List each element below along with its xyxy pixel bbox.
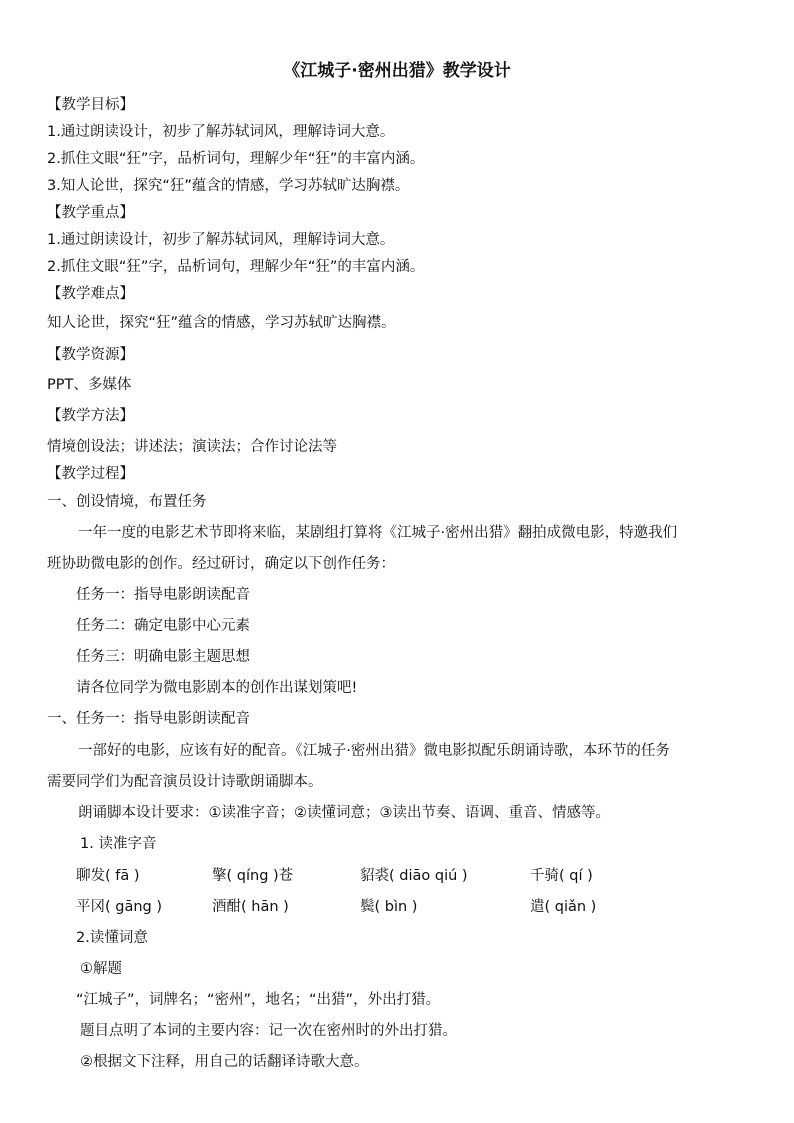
goals-heading: 【教学目标】 <box>47 97 134 113</box>
resources-heading: 【教学资源】 <box>47 347 134 363</box>
document-title: 《江城子·密州出猎》教学设计 <box>283 61 511 81</box>
focus-item-1: 1.通过朗读设计，初步了解苏轼词风，理解诗词大意。 <box>47 232 395 248</box>
methods-text: 情境创设法；讲述法；演读法；合作讨论法等 <box>47 439 337 455</box>
part2-paragraph-line1: 一部好的电影，应该有好的配音。《江城子·密州出猎》微电影拟配乐朗诵诗歌，本环节的任务 <box>78 743 670 759</box>
pinyin-item: 鬓( bìn ) <box>360 899 418 915</box>
pinyin-item: 聊发( fā ) <box>76 868 140 884</box>
title-explanation-2: 题目点明了本词的主要内容：记一次在密州时的外出打猎。 <box>80 1023 457 1039</box>
part1-paragraph-line2: 班协助微电影的创作。经过研讨，确定以下创作任务： <box>47 556 395 572</box>
sub-heading-meaning: 2.读懂词意 <box>76 930 148 946</box>
translation-instruction: ②根据文下注释，用自己的话翻译诗歌大意。 <box>80 1054 369 1070</box>
pinyin-item: 平冈( gāng ) <box>76 899 163 915</box>
pinyin-item: 酒酣( hān ) <box>212 899 289 915</box>
task-2: 任务二：确定电影中心元素 <box>76 618 250 634</box>
sub-heading-pronunciation: 1. 读准字音 <box>80 836 157 852</box>
difficulty-heading: 【教学难点】 <box>47 286 134 302</box>
goal-item-3: 3.知人论世，探究“狂”蕴含的情感，学习苏轼旷达胸襟。 <box>47 178 410 194</box>
part2-paragraph-line2: 需要同学们为配音演员设计诗歌朗诵脚本。 <box>47 774 323 790</box>
part1-heading: 一、创设情境，布置任务 <box>47 494 207 510</box>
pinyin-item: 遣( qiǎn ) <box>530 899 597 915</box>
process-heading: 【教学过程】 <box>47 466 134 482</box>
sub-heading-title-explain: ①解题 <box>80 961 122 977</box>
pinyin-item: 擎( qíng )苍 <box>212 868 294 884</box>
task-3: 任务三：明确电影主题思想 <box>76 649 250 665</box>
pinyin-item: 貂裘( diāo qiú ) <box>360 868 468 884</box>
methods-heading: 【教学方法】 <box>47 408 134 424</box>
part1-paragraph-line1: 一年一度的电影艺术节即将来临，某剧组打算将《江城子·密州出猎》翻拍成微电影，特邀我们 <box>78 525 678 541</box>
goal-item-1: 1.通过朗读设计，初步了解苏轼词风，理解诗词大意。 <box>47 124 395 140</box>
pinyin-item: 千骑( qí ) <box>530 868 593 884</box>
title-explanation-1: “江城子”，词牌名；“密州”，地名；“出猎”，外出打猎。 <box>76 992 441 1008</box>
focus-heading: 【教学重点】 <box>47 205 134 221</box>
resources-text: PPT、多媒体 <box>47 377 132 393</box>
part2-heading: 一、任务一：指导电影朗读配音 <box>47 711 250 727</box>
focus-item-2: 2.抓住文眼“狂”字，品析词句，理解少年“狂”的丰富内涵。 <box>47 259 425 275</box>
difficulty-text: 知人论世，探究“狂”蕴含的情感，学习苏轼旷达胸襟。 <box>47 315 396 331</box>
task-1: 任务一：指导电影朗读配音 <box>76 587 250 603</box>
goal-item-2: 2.抓住文眼“狂”字，品析词句，理解少年“狂”的丰富内涵。 <box>47 151 425 167</box>
script-requirements: 朗诵脚本设计要求：①读准字音；②读懂词意；③读出节奏、语调、重音、情感等。 <box>78 805 610 821</box>
call-to-action: 请各位同学为微电影剧本的创作出谋划策吧! <box>76 680 358 696</box>
